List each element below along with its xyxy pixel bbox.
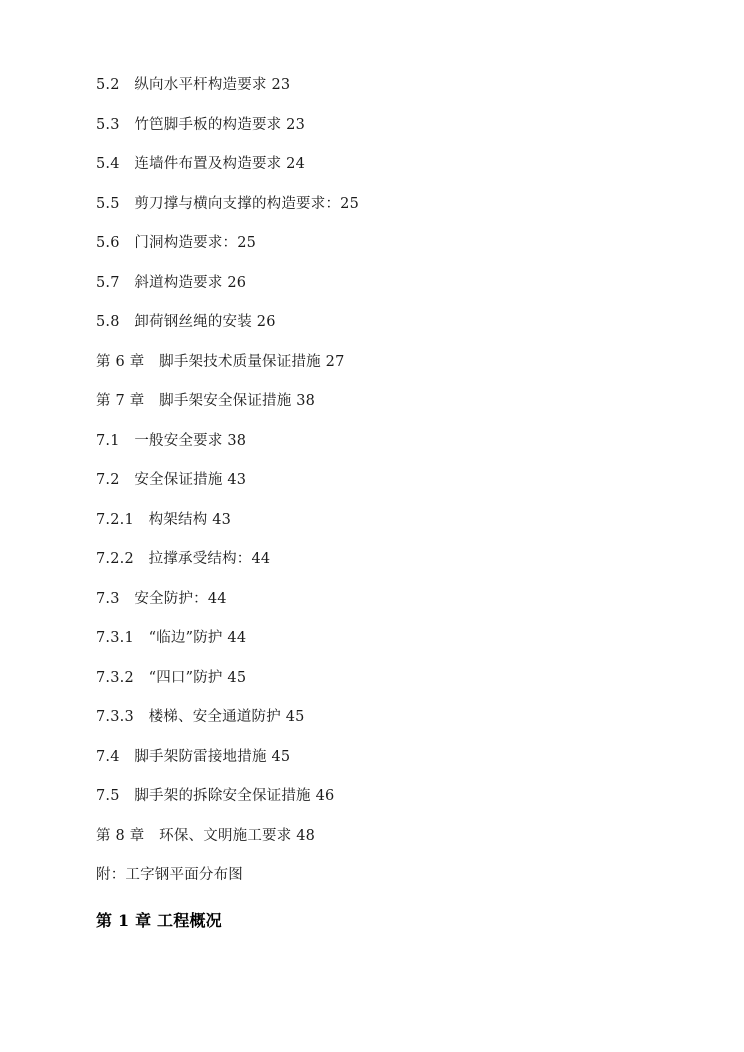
- toc-entry: 7.5 脚手架的拆除安全保证措施 46: [96, 788, 335, 804]
- toc-entry: 5.3 竹笆脚手板的构造要求 23: [96, 116, 306, 133]
- toc-entry: 7.2.2 拉撑承受结构：44: [96, 551, 271, 567]
- toc-entry: 5.4 连墙件布置及构造要求 24: [96, 156, 306, 172]
- toc-entry: 7.3 安全防护：44: [96, 590, 227, 607]
- toc-entry: 7.4 脚手架防雷接地措施 45: [96, 748, 291, 765]
- toc-entry: 7.3.3 楼梯、安全通道防护 45: [96, 709, 305, 725]
- table-of-contents: [96, 78, 656, 931]
- toc-entry: 5.2 纵向水平杆构造要求 23: [96, 77, 291, 93]
- toc-entry: 7.3.2 “四口”防护 45: [96, 669, 247, 686]
- toc-entry: 第 8 章 环保、文明施工要求 48: [96, 827, 316, 844]
- toc-entry: 5.8 卸荷钢丝绳的安装 26: [96, 314, 276, 330]
- toc-entry: 附：工字钢平面分布图: [96, 867, 243, 883]
- toc-entry: 第 7 章 脚手架安全保证措施 38: [96, 393, 316, 409]
- toc-entry: 5.7 斜道构造要求 26: [96, 274, 247, 291]
- toc-entry: 7.2.1 构架结构 43: [96, 511, 232, 528]
- toc-entry: 第 6 章 脚手架技术质量保证措施 27: [96, 353, 345, 370]
- toc-entry: 5.5 剪刀撑与横向支撑的构造要求：25: [96, 195, 360, 212]
- toc-entry: 7.3.1 “临边”防护 44: [96, 630, 247, 646]
- toc-entry: 5.6 门洞构造要求：25: [96, 235, 257, 251]
- toc-entry: 7.2 安全保证措施 43: [96, 472, 247, 488]
- toc-entry: 7.1 一般安全要求 38: [96, 432, 247, 449]
- section-heading: 第 1 章 工程概况: [96, 910, 222, 930]
